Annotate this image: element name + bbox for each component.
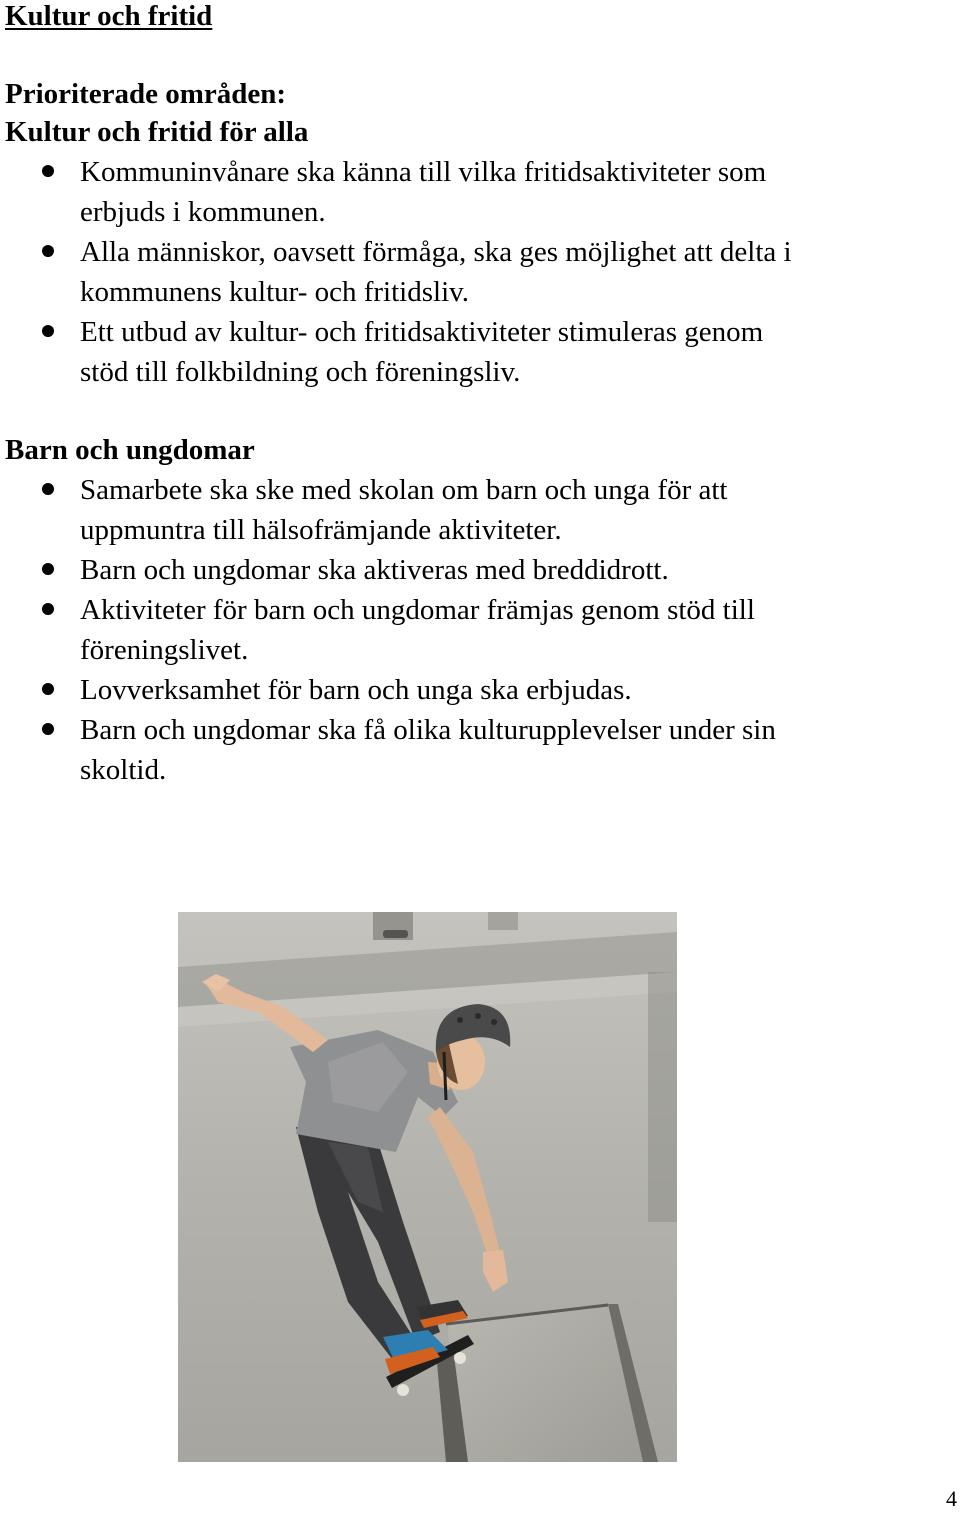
- bullet-icon: [42, 683, 54, 695]
- background-shoe: [383, 930, 408, 938]
- section-heading-youth: Barn och ungdomar: [5, 434, 255, 466]
- background-person: [488, 912, 518, 930]
- helmet-vent: [475, 1013, 481, 1019]
- list-item-text: Alla människor, oavsett förmåga, ska ges möjlighet att delta i kommunens kultur- och fritidsliv.: [80, 236, 792, 308]
- helmet-vent: [457, 1017, 463, 1023]
- helmet-vent: [491, 1019, 497, 1025]
- bullet-icon: [42, 325, 54, 337]
- helmet-strap: [444, 1052, 446, 1100]
- bullet-icon: [42, 165, 54, 177]
- priorities-heading: Prioriterade områden:: [5, 78, 287, 110]
- background-block: [648, 972, 677, 1222]
- bullet-icon: [42, 483, 54, 495]
- bullet-icon: [42, 603, 54, 615]
- skateboard-wheel: [397, 1384, 409, 1396]
- list-item: [0, 670, 840, 710]
- list-item: [0, 590, 780, 670]
- list-item-text: Samarbete ska ske med skolan om barn och unga för att uppmuntra till hälsofrämjande aktiviteter.: [80, 474, 728, 546]
- list-item: [0, 152, 820, 232]
- skateboarder-illustration: [178, 912, 677, 1462]
- list-item: [0, 232, 800, 312]
- list-item-text: Aktiviteter för barn och ungdomar främjas genom stöd till föreningslivet.: [80, 594, 755, 666]
- bullet-icon: [42, 563, 54, 575]
- list-item: [0, 550, 840, 590]
- list-item-text: Lovverksamhet för barn och unga ska erbjudas.: [80, 674, 632, 706]
- page-title: Kultur och fritid: [5, 0, 213, 32]
- page-number: 4: [946, 1486, 957, 1511]
- bullet-icon: [42, 723, 54, 735]
- bullet-icon: [42, 245, 54, 257]
- list-item-text: Kommuninvånare ska känna till vilka fritidsaktiviteter som erbjuds i kommunen.: [80, 156, 767, 228]
- culture-list: [0, 152, 900, 392]
- list-item-text: Barn och ungdomar ska aktiveras med breddidrott.: [80, 554, 669, 586]
- list-item: [0, 710, 800, 790]
- youth-list: [0, 470, 900, 790]
- skateboard-wheel: [454, 1352, 466, 1364]
- list-item: [0, 312, 800, 392]
- list-item-text: Barn och ungdomar ska få olika kulturupplevelser under sin skoltid.: [80, 714, 776, 786]
- section-heading-culture: Kultur och fritid för alla: [5, 116, 309, 148]
- list-item-text: Ett utbud av kultur- och fritidsaktiviteter stimuleras genom stöd till folkbildning och föreningsliv.: [80, 316, 764, 388]
- list-item: [0, 470, 810, 550]
- skateboarder-photo: [178, 912, 677, 1462]
